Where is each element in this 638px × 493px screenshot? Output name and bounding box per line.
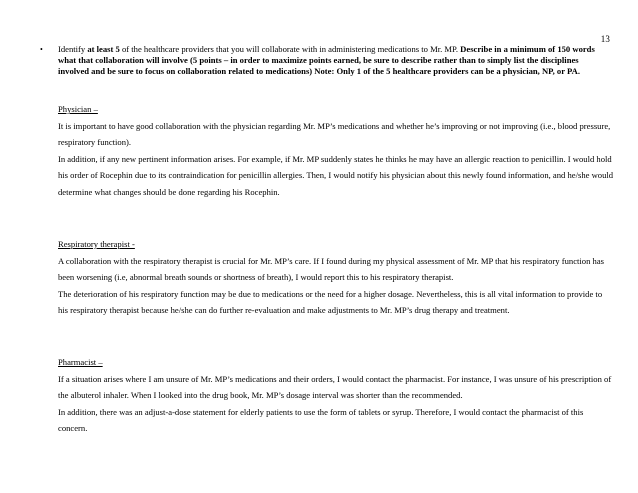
prompt-text-instructions: Describe in a minimum of 150 words what that collaboration will involve (5 points – in order to maximize points earned, be sure to describe rather than to simply list the disciplines involved and be sure to focus on collaboration related to medications) Note: Only 1 of the 5 healthcare providers can be a physician, NP, or PA. — [58, 44, 595, 77]
prompt-text-part3: of the healthcare providers that you will collaborate with in administering medications to Mr. MP. — [119, 44, 461, 54]
pharmacist-paragraph-1: If a situation arises where I am unsure of Mr. MP’s medications and their orders, I would contact the pharmacist. For instance, I was unsure of his prescription of the albuterol inhaler. When I looked into the drug book, Mr. MP’s dosage interval was shorter than the recommended. — [58, 373, 612, 400]
physician-paragraph-2: In addition, if any new pertinent information arises. For example, if Mr. MP suddenly states he thinks he may have an allergic reaction to penicillin. I would hold his order of Rocephin due to its contraindication for penicillin allergies. Then, I would notify his physician about this newly found information, and he/she would determine what changes should be done regarding his Rocephin. — [58, 153, 614, 197]
pharmacist-paragraph-2: In addition, there was an adjust-a-dose statement for elderly patients to use the form of tablets or syrup. Therefore, I would contact the pharmacist of this concern. — [58, 406, 584, 433]
physician-heading: Physician – — [58, 104, 98, 114]
pharmacist-heading: Pharmacist – — [58, 357, 103, 367]
page-number: 13 — [600, 34, 610, 44]
physician-section — [58, 101, 614, 200]
respiratory-therapist-paragraph-1: A collaboration with the respiratory therapist is crucial for Mr. MP’s care. If I found during my physical assessment of Mr. MP that his respiratory function has been worsening (i.e, abnormal breath sounds or shortness of breath), I would report this to his respiratory therapist. — [58, 255, 604, 282]
physician-paragraph-1: It is important to have good collaboration with the physician regarding Mr. MP’s medications and whether he’s improving or not improving (i.e., blood pressure, respiratory function). — [58, 120, 611, 147]
respiratory-therapist-section — [58, 236, 614, 319]
assignment-prompt — [40, 44, 610, 78]
prompt-text — [58, 44, 610, 78]
bullet-icon: • — [40, 45, 43, 54]
prompt-text-emphasis: at least 5 — [87, 44, 120, 54]
pharmacist-section — [58, 354, 614, 437]
respiratory-therapist-paragraph-2: The deterioration of his respiratory function may be due to medications or the need for a higher dosage. Nevertheless, this is all vital information to provide to his respiratory therapist because he/she can do further re-evaluation and make adjustments to Mr. MP’s drug therapy and treatment. — [58, 288, 603, 315]
respiratory-therapist-heading: Respiratory therapist - — [58, 239, 135, 249]
prompt-text-part1: Identify — [58, 44, 88, 54]
